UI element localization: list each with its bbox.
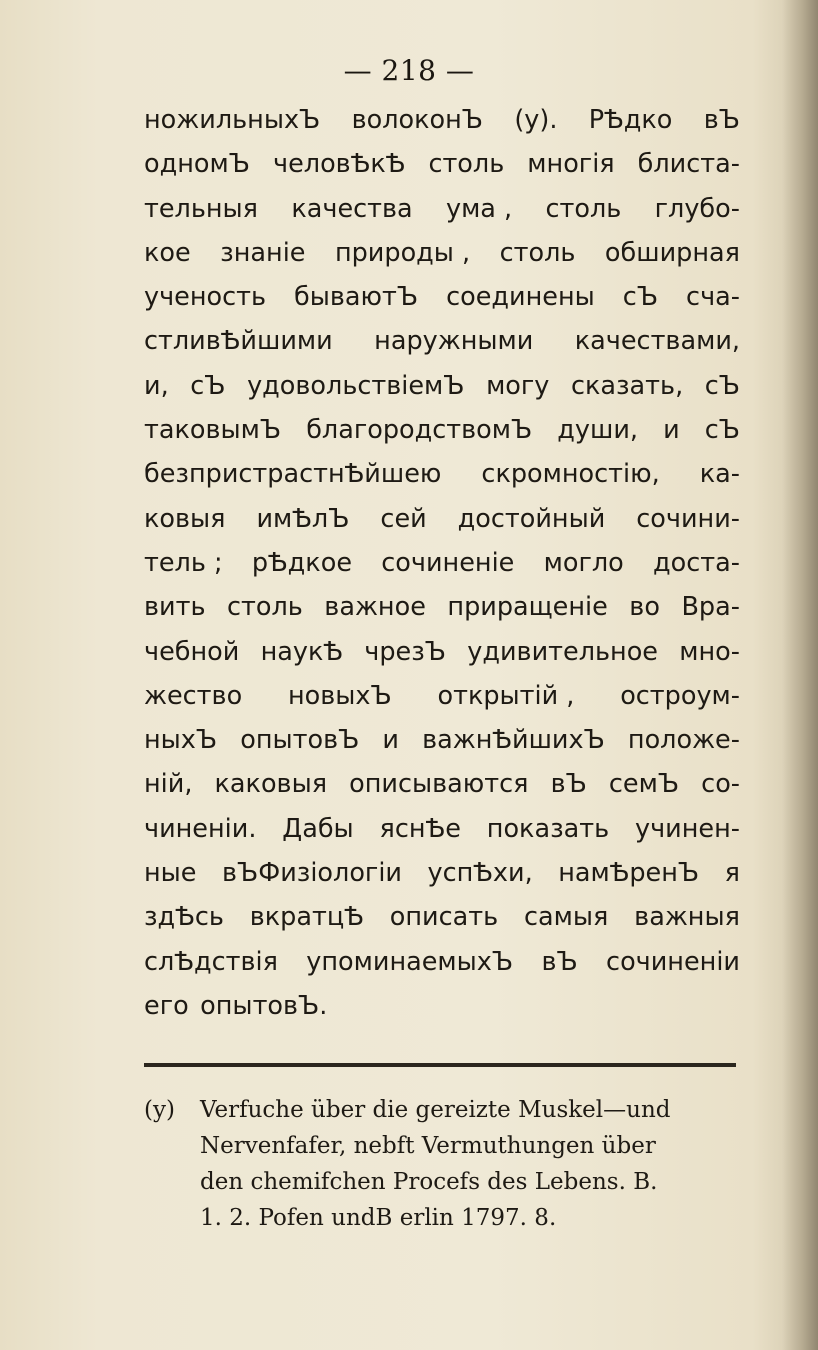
footnote-line: Nervenfafer, nebft Vermuthungen über <box>200 1133 656 1159</box>
text-line <box>144 142 740 186</box>
word: чрезЪ <box>364 636 447 667</box>
word: сочини- <box>636 503 740 534</box>
word: тельныя <box>144 193 259 224</box>
word: сочиненіе <box>381 547 515 578</box>
word: сказать, <box>570 370 684 401</box>
word: и, <box>144 370 169 401</box>
word: вЪФизіологіи <box>222 858 402 889</box>
main-text <box>144 98 740 1028</box>
word: ній, <box>144 769 193 800</box>
word: чиненіи. <box>144 813 257 844</box>
word: вЪ <box>550 769 587 800</box>
footnote-text <box>200 1092 740 1236</box>
word: важныя <box>634 902 740 933</box>
word: новыхЪ <box>287 680 392 711</box>
word: качества <box>291 193 413 224</box>
word: глубо- <box>654 193 740 224</box>
word: положе- <box>627 725 740 756</box>
word: остроум- <box>620 680 740 711</box>
word: самыя <box>523 902 609 933</box>
word: души, <box>557 415 639 446</box>
footnote-line: den chemifchen Procefs des Lebens. B. <box>200 1169 658 1195</box>
word: достойный <box>457 503 606 534</box>
word: ножильныхЪ <box>144 105 321 135</box>
word: доста- <box>653 547 740 578</box>
word: ковыя <box>144 503 226 534</box>
word: намѢренЪ <box>558 858 700 889</box>
word: столь <box>428 149 505 180</box>
text-line <box>144 497 740 541</box>
footnote-mark: (y) <box>144 1097 175 1123</box>
word: сЪ <box>704 415 740 446</box>
text-line <box>144 984 740 1028</box>
word: ка- <box>699 459 740 490</box>
word: и <box>663 415 680 446</box>
text-line <box>144 187 740 231</box>
word: ума , <box>445 193 513 224</box>
footnote-divider <box>144 1063 736 1067</box>
word: важное <box>324 592 426 623</box>
word: столь <box>545 193 622 224</box>
word: опытовЪ <box>240 725 360 756</box>
word: сочиненіи <box>606 946 740 977</box>
word: вЪ <box>703 105 740 135</box>
word: волоконЪ <box>351 105 484 135</box>
word: стливѢйшими <box>144 326 333 357</box>
text-line <box>144 940 740 984</box>
word: здѢсь <box>144 902 224 933</box>
word: Дабы <box>282 813 354 844</box>
text-line <box>144 541 740 585</box>
text-line <box>144 674 740 718</box>
text-line <box>144 452 740 496</box>
word: во <box>629 592 660 623</box>
word: удивительное <box>467 636 658 667</box>
word: таковымЪ <box>144 415 282 446</box>
word: человѢкѢ <box>273 149 406 180</box>
text-line <box>144 275 740 319</box>
word: важнѢйшихЪ <box>422 725 605 756</box>
word: удовольствіемЪ <box>247 370 465 401</box>
word: блиста- <box>637 149 740 180</box>
word: сЪ <box>190 370 226 401</box>
word: приращеніе <box>447 592 608 623</box>
text-line <box>144 585 740 629</box>
text-line <box>144 851 740 895</box>
word: его <box>144 990 189 1021</box>
word: сей <box>380 503 427 534</box>
word: семЪ <box>608 769 680 800</box>
word: бываютЪ <box>294 282 419 313</box>
page-number: — 218 — <box>343 54 475 87</box>
word: сЪ <box>704 370 740 401</box>
word: наружными <box>374 326 534 357</box>
word: безпристрастнѢйшею <box>144 459 442 490</box>
word: вить <box>144 592 206 623</box>
word: столь <box>226 592 303 623</box>
footnote-line: Verfuche über die gereizte Muskel—und <box>200 1097 671 1123</box>
word: могло <box>543 547 624 578</box>
word: сЪ <box>622 282 659 313</box>
word: открытій , <box>437 680 575 711</box>
word: многія <box>527 149 615 180</box>
word: описываются <box>349 769 529 800</box>
text-line <box>144 319 740 363</box>
word: обширная <box>604 237 740 268</box>
word: одномЪ <box>144 149 250 180</box>
word: наукѢ <box>260 636 344 667</box>
text-line <box>144 98 740 142</box>
word: тель ; <box>144 547 223 578</box>
word: опытовЪ. <box>200 990 328 1021</box>
text-line <box>144 762 740 806</box>
word: я <box>724 858 740 889</box>
word: описать <box>389 902 499 933</box>
word: природы , <box>334 237 471 268</box>
word: соединены <box>446 282 595 313</box>
footnote-line: 1. 2. Pofen undB erlin 1797. 8. <box>200 1205 557 1231</box>
word: слѢдствія <box>144 946 278 977</box>
word: успѢхи, <box>427 858 533 889</box>
word: каковыя <box>214 769 328 800</box>
word: столь <box>499 237 576 268</box>
word: РѢдко <box>588 105 673 135</box>
word: (у). <box>514 105 558 135</box>
word: Вра- <box>681 592 740 623</box>
word: благородствомЪ <box>306 415 533 446</box>
text-line <box>144 408 740 452</box>
word: мно- <box>679 636 740 667</box>
text-line <box>144 895 740 939</box>
word: упоминаемыхЪ <box>306 946 514 977</box>
word: ные <box>144 858 197 889</box>
text-line <box>144 718 740 762</box>
word: и <box>382 725 399 756</box>
word: ныхЪ <box>144 725 218 756</box>
word: рѢдкое <box>251 547 353 578</box>
word: качествами, <box>574 326 740 357</box>
word: знаніе <box>220 237 306 268</box>
word: могу <box>486 370 550 401</box>
word: чебной <box>144 636 240 667</box>
word: со- <box>701 769 740 800</box>
word: скромностію, <box>481 459 660 490</box>
word: сча- <box>686 282 740 313</box>
word: жество <box>144 680 243 711</box>
word: учинен- <box>634 813 740 844</box>
word: яснѢе <box>379 813 461 844</box>
word: вкратцѢ <box>249 902 364 933</box>
text-line <box>144 630 740 674</box>
page-edge-shadow <box>782 0 818 1350</box>
word: ученость <box>144 282 267 313</box>
word: показать <box>486 813 610 844</box>
word: имѢлЪ <box>256 503 350 534</box>
text-line <box>144 364 740 408</box>
word: кое <box>144 237 191 268</box>
word: вЪ <box>541 946 578 977</box>
text-line <box>144 807 740 851</box>
text-line <box>144 231 740 275</box>
